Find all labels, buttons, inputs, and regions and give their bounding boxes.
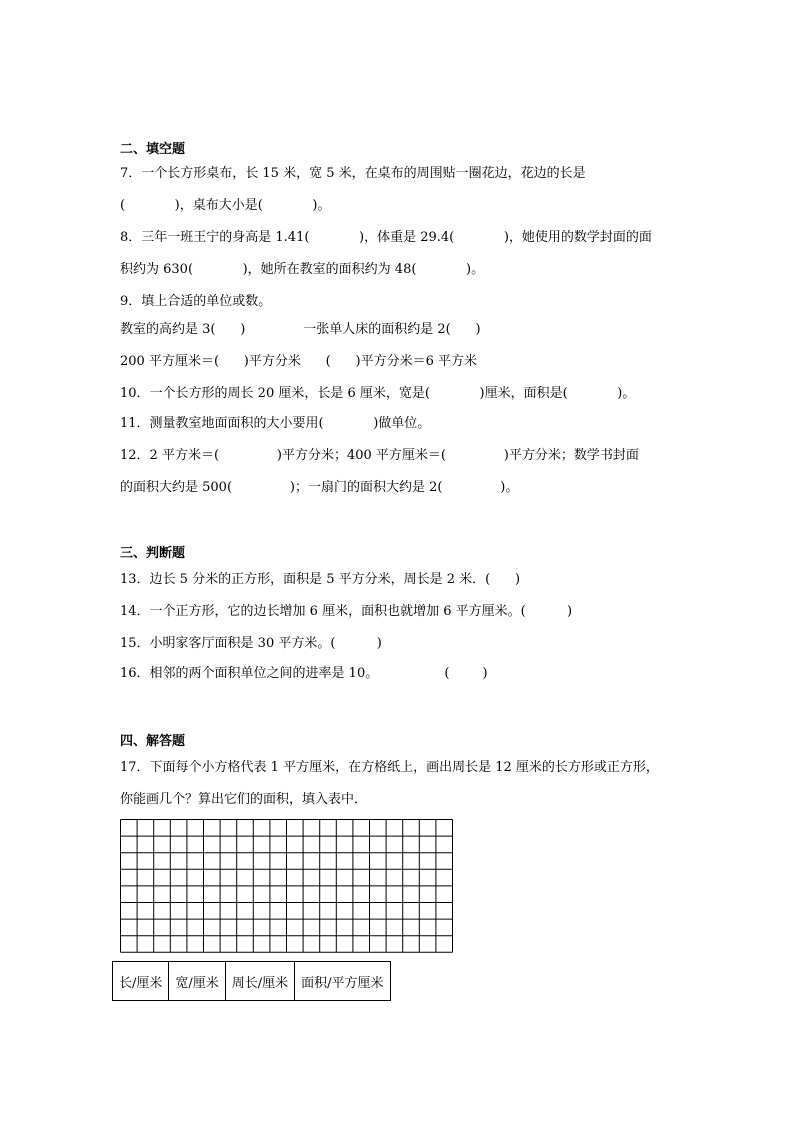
question-line: 8．三年一班王宁的身高是 1.41( )，体重是 29.4( )，她使用的数学封面的面 — [120, 230, 652, 245]
question-line: 10．一个长方形的周长 20 厘米，长是 6 厘米，宽是( )厘米，面积是( )。 — [120, 386, 636, 401]
question-line: 的面积大约是 500( )；一扇门的面积大约是 2( )。 — [120, 480, 519, 495]
question-line: ( )，桌布大小是( )。 — [120, 198, 331, 213]
question-line: 12．2 平方米＝( )平方分米；400 平方厘米＝( )平方分米；数学书封面 — [120, 448, 639, 463]
table-header-cell: 宽/厘米 — [169, 962, 225, 1001]
question-line: 13．边长 5 分米的正方形，面积是 5 平方分米，周长是 2 米．( ) — [120, 572, 521, 587]
question-line: 教室的高约是 3( ) 一张单人床的面积约是 2( ) — [120, 322, 481, 337]
question-line: 200 平方厘米＝( )平方分米 ( )平方分米＝6 平方米 — [120, 354, 478, 369]
table-header-cell: 长/厘米 — [113, 962, 169, 1001]
question-line: 15．小明家客厅面积是 30 平方米。( ) — [120, 636, 382, 651]
table-header-row — [113, 962, 391, 1001]
question-line: 9．填上合适的单位或数。 — [120, 294, 272, 309]
section-heading-fill-blank: 二、填空题 — [120, 142, 186, 157]
section-heading-true-false: 三、判断题 — [120, 546, 186, 561]
table-header-cell: 面积/平方厘米 — [295, 962, 390, 1001]
section-heading-solve: 四、解答题 — [120, 734, 186, 749]
answer-table — [112, 961, 391, 1001]
table-header-cell: 周长/厘米 — [225, 962, 294, 1001]
question-line: 16．相邻的两个面积单位之间的进率是 10。 ( ) — [120, 666, 488, 681]
question-line: 你能画几个？算出它们的面积，填入表中． — [120, 792, 368, 807]
question-line: 积约为 630( )，她所在教室的面积约为 48( )。 — [120, 262, 485, 277]
square-grid-paper — [120, 819, 455, 955]
question-line: 11．测量教室地面面积的大小要用( )做单位。 — [120, 416, 431, 431]
question-line: 17．下面每个小方格代表 1 平方厘米，在方格纸上，画出周长是 12 厘米的长方形或正方形， — [120, 760, 659, 775]
question-line: 7．一个长方形桌布，长 15 米，宽 5 米，在桌布的周围贴一圈花边，花边的长是 — [120, 166, 586, 181]
question-line: 14．一个正方形，它的边长增加 6 厘米，面积也就增加 6 平方厘米。( ) — [120, 604, 573, 619]
